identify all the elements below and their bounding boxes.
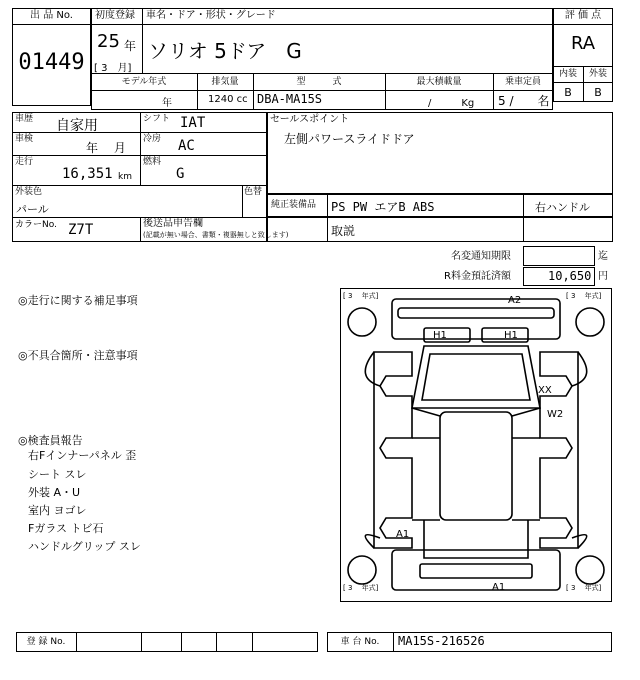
- damage-mark-h1-left: H1: [433, 330, 447, 341]
- damage-mark-a2: A2: [508, 295, 522, 306]
- inspection-label: 車検: [15, 134, 34, 144]
- equipment-label: 純正装備品: [271, 200, 317, 210]
- spec-col-divider: [140, 112, 141, 185]
- inspector-item: ハンドルグリップ スレ: [28, 540, 141, 553]
- lot-number: 01449: [18, 50, 85, 75]
- chassis-number: MA15S-216526: [398, 634, 485, 648]
- first-reg-label: 初度登録: [95, 10, 135, 21]
- displacement-value: 1240 cc: [208, 94, 248, 105]
- interior-label: 内装: [558, 69, 577, 79]
- first-reg-year-unit: 年: [124, 39, 137, 53]
- capacity-label: 乗車定員: [504, 77, 541, 87]
- inspector-report-label: ◎検査員報告: [18, 434, 83, 447]
- max-load-label: 最大積載量: [416, 77, 462, 87]
- mileage-label: 走行: [15, 157, 34, 167]
- name-change-box: [523, 246, 595, 266]
- damage-mark-a1-left: A1: [396, 529, 410, 540]
- name-change-label: 名変通知期限: [451, 251, 511, 262]
- chassis-label: 車 台 No.: [340, 637, 380, 647]
- diagram-corner-tl: [ 3 年式]: [343, 292, 379, 300]
- driving-notes-label: ◎走行に関する補足事項: [18, 294, 138, 307]
- damage-mark-a1-bottom: A1: [492, 582, 506, 593]
- lot-label-divider: [12, 24, 91, 25]
- header-first-reg-divider: [142, 8, 143, 73]
- model-value: DBA-MA15S: [257, 92, 323, 106]
- aftermarket-label: 後送品申告欄: [143, 218, 203, 229]
- header-row2-divider: [91, 73, 553, 74]
- header-row3-divider: [91, 90, 553, 91]
- header-row1-divider: [91, 24, 553, 25]
- damage-mark-xx: XX: [538, 385, 552, 396]
- history-label: 車歴: [15, 114, 34, 124]
- spec-row3-divider: [12, 185, 267, 186]
- reg-no-cell-divider: [252, 632, 253, 652]
- exterior-grade: B: [594, 86, 602, 99]
- ext-color-label: 外装色: [15, 187, 43, 197]
- sales-point-label: セールスポイント: [270, 114, 350, 125]
- diagram-corner-br: [ 3 年式]: [566, 584, 602, 592]
- first-reg-month: [ 3 月]: [94, 63, 132, 74]
- inspector-item: 室内 ヨゴレ: [28, 504, 87, 517]
- inspection-value: 年 月: [86, 141, 126, 155]
- color-change-divider: [242, 185, 243, 217]
- ext-color-value: パール: [16, 203, 49, 216]
- recycle-unit: 円: [598, 271, 608, 282]
- reg-no-cell-divider: [181, 632, 182, 652]
- aftermarket-note: (記載が無い場合、書類・複器無しと致します): [143, 231, 289, 239]
- model-year-label: モデル年式: [121, 77, 167, 87]
- displacement-label: 排気量: [211, 77, 239, 87]
- inspector-item: 右Fインナーパネル 歪: [28, 449, 137, 462]
- recycle-amount: 10,650: [548, 269, 592, 283]
- car-desc-label: 車名・ドア・形状・グレード: [146, 10, 276, 21]
- recycle-label: R料金預託済額: [444, 271, 511, 282]
- car-name: ソリオ 5ドア G: [148, 39, 302, 63]
- aircon-value: AC: [178, 138, 195, 154]
- capacity-value: 5 / 名: [498, 94, 550, 108]
- reg-no-label: 登 録 No.: [26, 637, 66, 647]
- exterior-label: 外装: [588, 69, 607, 79]
- chassis-label-divider: [393, 632, 394, 652]
- aftermarket-row-box: [267, 217, 613, 242]
- mileage-unit: km: [118, 172, 132, 182]
- color-no-label: カラーNo.: [15, 220, 57, 230]
- aftermarket-value: 取説: [331, 224, 356, 238]
- shift-label: シフト: [143, 114, 171, 124]
- steering-value: 右ハンドル: [535, 201, 590, 214]
- score-label-divider: [553, 24, 613, 25]
- inspector-item: 外装 A・U: [28, 486, 81, 499]
- color-no-divider: [140, 217, 141, 242]
- lot-label: 出 品 No.: [30, 10, 73, 21]
- max-load-value: / Kg: [428, 98, 475, 109]
- reg-no-cell-divider: [216, 632, 217, 652]
- defects-label: ◎不具合箇所・注意事項: [18, 349, 138, 362]
- car-diagram: [340, 288, 612, 602]
- aircon-label: 冷房: [143, 134, 162, 144]
- reg-no-label-divider: [76, 632, 77, 652]
- score-label: 評 価 点: [564, 10, 602, 21]
- name-change-unit: 迄: [598, 251, 608, 262]
- diagram-corner-bl: [ 3 年式]: [343, 584, 379, 592]
- reg-no-cell-divider: [141, 632, 142, 652]
- inspector-item: シート スレ: [28, 468, 87, 481]
- first-reg-year: 25: [97, 31, 120, 52]
- model-label: 型 式: [296, 77, 342, 87]
- mileage-value: 16,351: [62, 166, 113, 182]
- sales-point-value: 左側パワースライドドア: [284, 132, 415, 146]
- model-year-unit: 年: [162, 98, 172, 109]
- shift-value: IAT: [180, 115, 206, 131]
- equipment-value: PS PW エアB ABS: [331, 200, 435, 214]
- color-no-value: Z7T: [68, 222, 94, 238]
- color-change-label: 色替: [244, 187, 263, 197]
- fuel-value: G: [176, 166, 185, 182]
- inspector-item: Fガラス トビ石: [28, 522, 104, 535]
- damage-mark-h1-right: H1: [504, 330, 518, 341]
- damage-mark-w2: W2: [547, 409, 564, 420]
- history-value: 自家用: [56, 118, 98, 134]
- diagram-corner-tr: [ 3 年式]: [566, 292, 602, 300]
- fuel-label: 燃料: [143, 157, 162, 167]
- score-value: RA: [570, 33, 596, 54]
- interior-grade: B: [564, 86, 572, 99]
